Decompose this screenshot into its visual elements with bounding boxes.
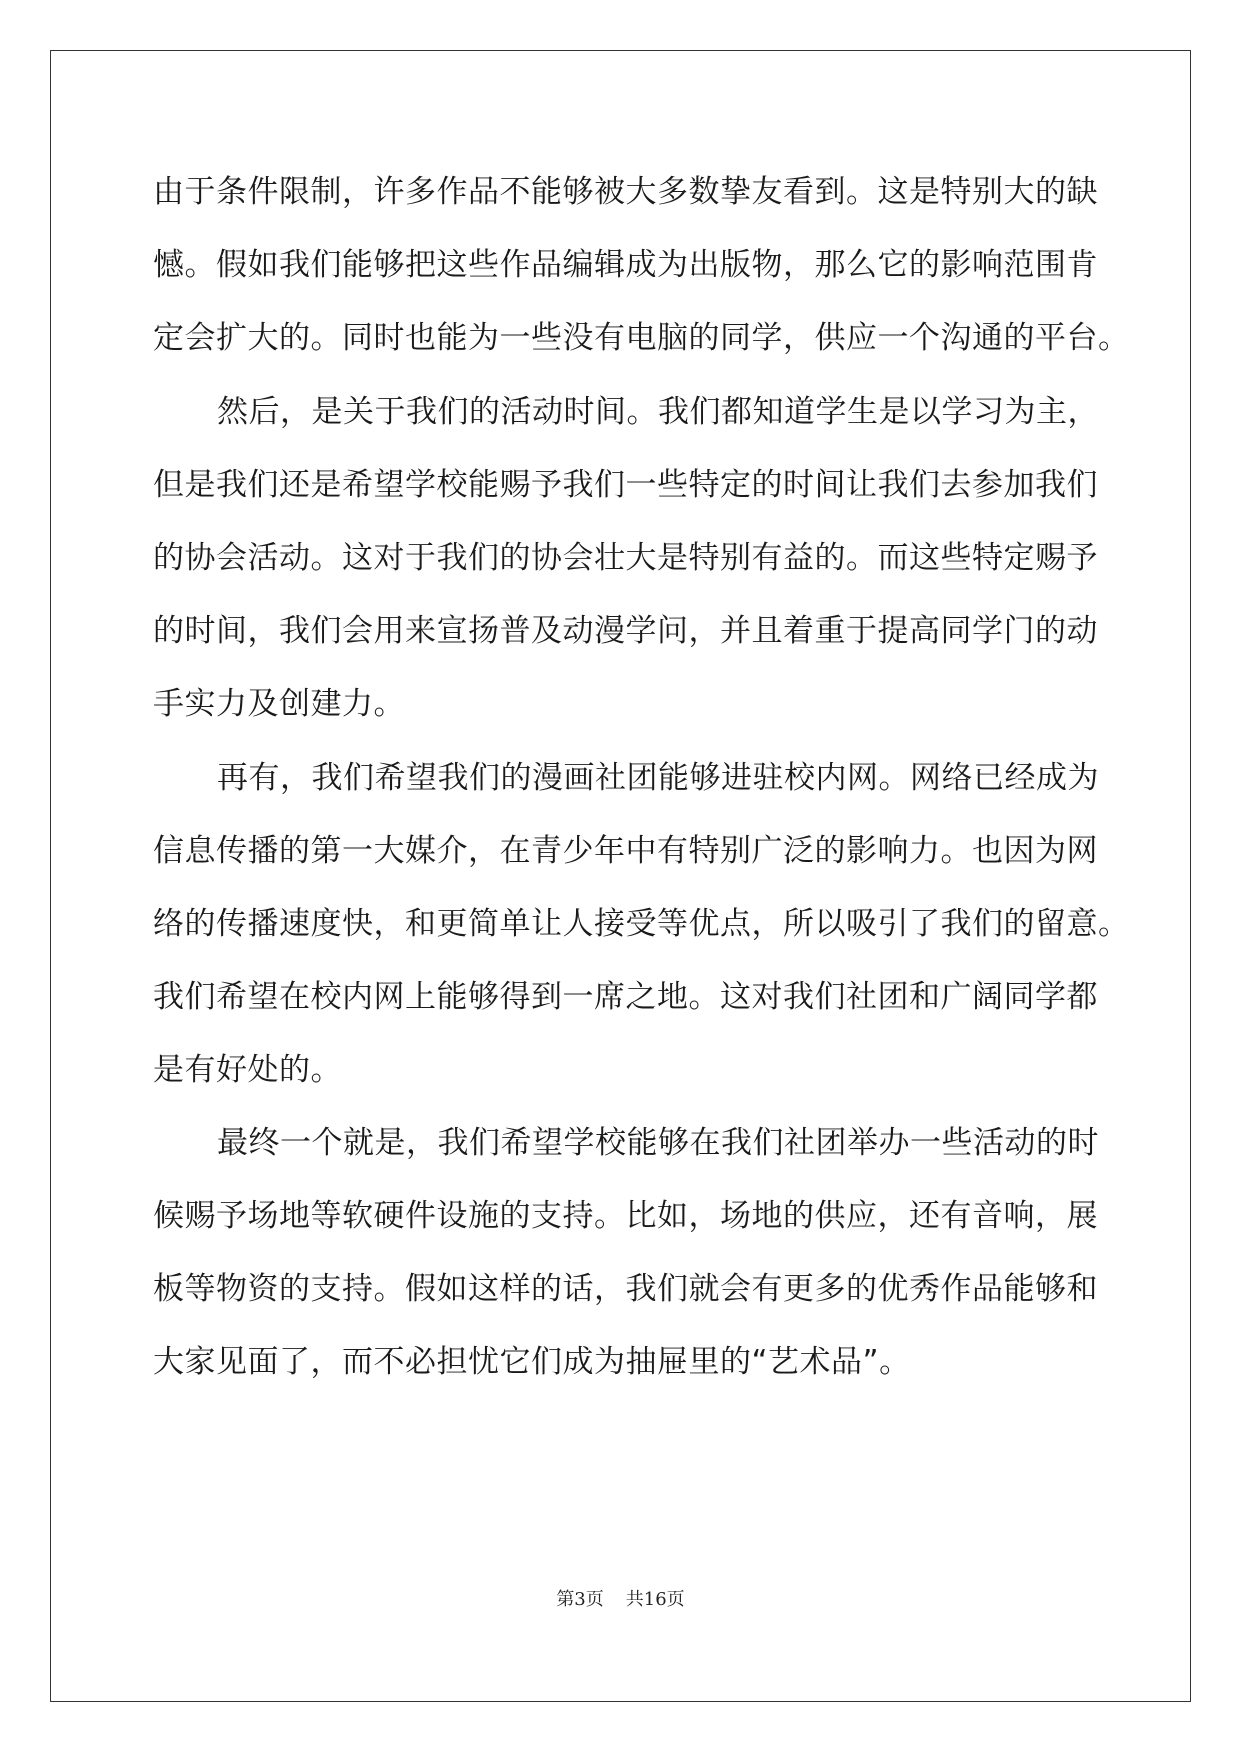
text-line: 信息传播的第一大媒介，在青少年中有特别广泛的影响力。也因为网 [153, 833, 1098, 869]
total-pages: 共16页 [625, 1589, 685, 1610]
page-frame [50, 50, 1191, 1702]
text-line: 大家见面了，而不必担忧它们成为抽屉里的“艺术品”。 [153, 1344, 911, 1380]
text-line: 的时间，我们会用来宣扬普及动漫学问，并且着重于提高同学门的动 [153, 613, 1098, 649]
paragraph-start-line: 再有，我们希望我们的漫画社团能够进驻校内网。网络已经成为 [217, 760, 1099, 796]
paragraph-start-line: 最终一个就是，我们希望学校能够在我们社团举办一些活动的时 [217, 1125, 1099, 1161]
text-line: 络的传播速度快，和更简单让人接受等优点，所以吸引了我们的留意。 [153, 906, 1130, 942]
page-footer [0, 1588, 1241, 1612]
text-line: 是有好处的。 [153, 1052, 342, 1088]
text-line: 定会扩大的。同时也能为一些没有电脑的同学，供应一个沟通的平台。 [153, 320, 1130, 356]
text-line: 候赐予场地等软硬件设施的支持。比如，场地的供应，还有音响，展 [153, 1198, 1098, 1234]
text-line: 憾。假如我们能够把这些作品编辑成为出版物，那么它的影响范围肯 [153, 247, 1098, 283]
text-line: 但是我们还是希望学校能赐予我们一些特定的时间让我们去参加我们 [153, 467, 1098, 503]
paragraph-start-line: 然后，是关于我们的活动时间。我们都知道学生是以学习为主， [217, 394, 1099, 430]
page-number: 第3页 [556, 1589, 604, 1610]
text-line: 手实力及创建力。 [153, 686, 405, 722]
text-line: 由于条件限制，许多作品不能够被大多数挚友看到。这是特别大的缺 [153, 174, 1098, 210]
text-line: 我们希望在校内网上能够得到一席之地。这对我们社团和广阔同学都 [153, 979, 1098, 1015]
text-line: 的协会活动。这对于我们的协会壮大是特别有益的。而这些特定赐予 [153, 540, 1098, 576]
text-line: 板等物资的支持。假如这样的话，我们就会有更多的优秀作品能够和 [153, 1271, 1098, 1307]
